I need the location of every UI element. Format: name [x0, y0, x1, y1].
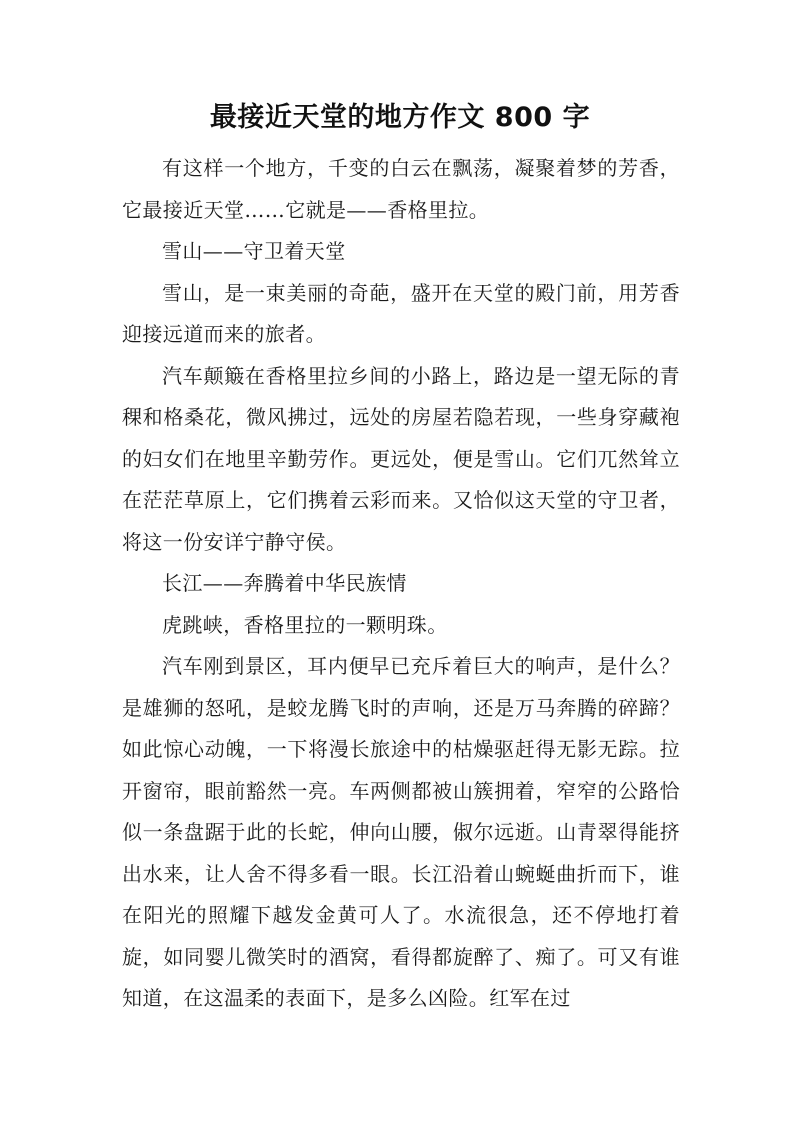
paragraph: 雪山，是一束美丽的奇葩，盛开在天堂的殿门前，用芳香迎接远道而来的旅者。 [122, 280, 680, 346]
section-heading: 长江——奔腾着中华民族情 [162, 571, 407, 595]
paragraph: 虎跳峡，香格里拉的一颗明珠。 [162, 612, 448, 637]
paragraph: 汽车颠簸在香格里拉乡间的小路上，路边是一望无际的青稞和格桑花，微风拂过，远处的房屋若隐若现，一些身穿藏袍的妇女们在地里辛勤劳作。更远处，便是雪山。它们兀然耸立在茫茫草原上，它们携着云彩而来。又恰似这天堂的守卫者，将这一份安详宁静守侯。 [122, 363, 680, 554]
paragraph: 汽车刚到景区，耳内便早已充斥着巨大的响声，是什么？是雄狮的怒吼，是蛟龙腾飞时的声响，还是万马奔腾的碎蹄？如此惊心动魄，一下将漫长旅途中的枯燥驱赶得无影无踪。拉开窗帘，眼前豁然一亮。车两侧都被山簇拥着，窄窄的公路恰似一条盘踞于此的长蛇，伸向山腰，俶尔远逝。山青翠得能挤出水来，让人舍不得多看一眼。长江沿着山蜿蜒曲折而下，谁在阳光的照耀下越发金黄可人了。水流很急，还不停地打着旋，如同婴儿微笑时的酒窝，看得都旋醉了、痴了。可又有谁知道，在这温柔的表面下，是多么凶险。红军在过 [122, 654, 680, 1010]
paragraph: 有这样一个地方，千变的白云在飘荡，凝聚着梦的芳香，它最接近天堂……它就是——香格里拉。 [122, 156, 680, 222]
document-body [122, 148, 680, 1020]
section-heading: 雪山——守卫着天堂 [162, 239, 346, 263]
document-title: 最接近天堂的地方作文 800 字 [209, 102, 591, 133]
